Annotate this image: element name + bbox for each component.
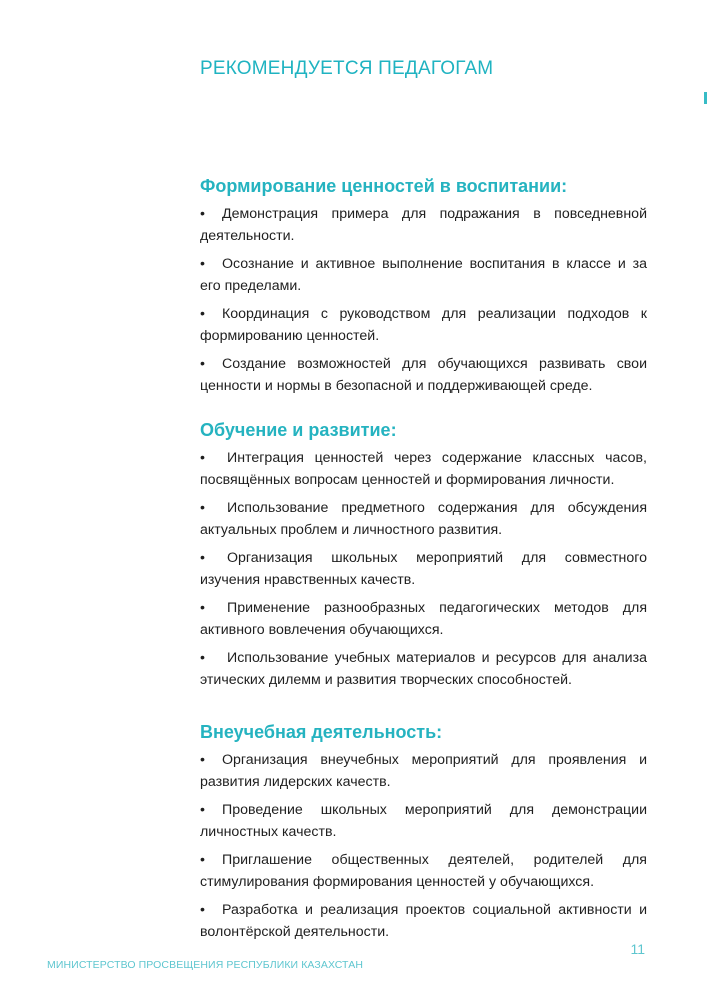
list-item bbox=[200, 849, 647, 893]
list-item-text: Интеграция ценностей через содержание классных часов, посвящённых вопросам ценностей и формирования личности. bbox=[200, 450, 647, 488]
list-item bbox=[200, 203, 647, 247]
section-values-formation bbox=[200, 175, 647, 397]
footer-ministry-title: МИНИСТЕРСТВО ПРОСВЕЩЕНИЯ РЕСПУБЛИКИ КАЗАХСТАН bbox=[47, 959, 364, 971]
list-item-text: Использование предметного содержания для обсуждения актуальных проблем и личностного развития. bbox=[200, 500, 647, 538]
bullet-icon: • bbox=[200, 550, 205, 566]
list-item bbox=[200, 597, 647, 641]
page-number: 11 bbox=[630, 941, 645, 957]
bullet-icon: • bbox=[200, 450, 205, 466]
section-title: Формирование ценностей в воспитании: bbox=[200, 176, 568, 196]
list-item bbox=[200, 899, 647, 943]
list-item bbox=[200, 749, 647, 793]
list-item-text: Проведение школьных мероприятий для демонстрации личностных качеств. bbox=[200, 802, 647, 840]
list-item-text: Создание возможностей для обучающихся развивать свои ценности и нормы в безопасной и поддерживающей среде. bbox=[200, 356, 647, 394]
list-item bbox=[200, 253, 647, 297]
list-item bbox=[200, 353, 647, 397]
bullet-icon: • bbox=[200, 852, 205, 868]
list-item-text: Осознание и активное выполнение воспитания в классе и за его пределами. bbox=[200, 256, 647, 294]
list-item-text: Организация внеучебных мероприятий для проявления и развития лидерских качеств. bbox=[200, 752, 647, 790]
list-item-text: Разработка и реализация проектов социальной активности и волонтёрской деятельности. bbox=[200, 902, 647, 940]
bullet-icon: • bbox=[200, 356, 205, 372]
list-item-text: Демонстрация примера для подражания в повседневной деятельности. bbox=[200, 206, 647, 244]
list-item bbox=[200, 303, 647, 347]
list-item bbox=[200, 447, 647, 491]
document-body bbox=[200, 175, 647, 943]
section-learning-development bbox=[200, 419, 647, 691]
list-item bbox=[200, 799, 647, 843]
bullet-icon: • bbox=[200, 256, 205, 272]
list-item bbox=[200, 547, 647, 591]
bullet-icon: • bbox=[200, 500, 205, 516]
list-item-text: Координация с руководством для реализации подходов к формированию ценностей. bbox=[200, 306, 647, 344]
page-header-title: РЕКОМЕНДУЕТСЯ ПЕДАГОГАМ bbox=[200, 58, 494, 79]
bullet-icon: • bbox=[200, 802, 205, 818]
section-title: Обучение и развитие: bbox=[200, 420, 397, 440]
bullet-icon: • bbox=[200, 306, 205, 322]
section-title: Внеучебная деятельность: bbox=[200, 722, 443, 742]
bullet-icon: • bbox=[200, 902, 205, 918]
bullet-icon: • bbox=[200, 752, 205, 768]
bullet-icon: • bbox=[200, 206, 205, 222]
list-item-text: Приглашение общественных деятелей, родителей для стимулирования формирования ценностей у обучающихся. bbox=[200, 852, 647, 890]
bullet-icon: • bbox=[200, 650, 205, 666]
list-item bbox=[200, 647, 647, 691]
bullet-icon: • bbox=[200, 600, 205, 616]
list-item bbox=[200, 497, 647, 541]
list-item-text: Использование учебных материалов и ресурсов для анализа этических дилемм и развития творческих способностей. bbox=[200, 650, 647, 688]
list-item-text: Организация школьных мероприятий для совместного изучения нравственных качеств. bbox=[200, 550, 647, 588]
list-item-text: Применение разнообразных педагогических методов для активного вовлечения обучающихся. bbox=[200, 600, 647, 638]
section-extracurricular bbox=[200, 721, 647, 943]
